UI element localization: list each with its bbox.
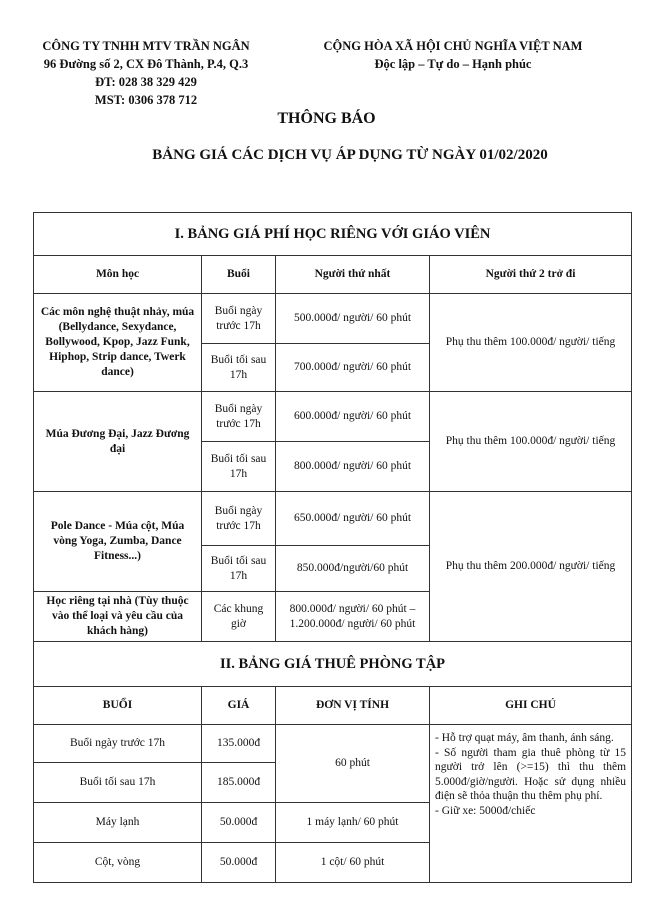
session-cell: Cột, vòng (34, 843, 202, 883)
note-cell (430, 725, 632, 883)
notice-subtitle: BẢNG GIÁ CÁC DỊCH VỤ ÁP DỤNG TỪ NGÀY 01/02/2020 (152, 147, 548, 163)
section-2-title: II. BẢNG GIÁ THUÊ PHÒNG TẬP (34, 642, 632, 687)
header-session: Buổi (202, 256, 276, 294)
nation-block (298, 37, 608, 73)
extra-fee-cell: Phụ thu thêm 100.000đ/ người/ tiếng (430, 294, 632, 392)
nation-motto: Độc lập – Tự do – Hạnh phúc (374, 57, 532, 71)
header-subject: Môn học (34, 256, 202, 294)
table-row (34, 392, 632, 442)
company-block (28, 37, 264, 109)
session-cell: Các khung giờ (202, 592, 276, 642)
session-cell: Máy lạnh (34, 803, 202, 843)
price-cell: 50.000đ (202, 843, 276, 883)
session-cell: Buổi ngày trước 17h (202, 492, 276, 546)
price-cell: 800.000đ/ người/ 60 phút – 1.200.000đ/ người/ 60 phút (276, 592, 430, 642)
company-address: 96 Đường số 2, CX Đô Thành, P.4, Q.3 (43, 57, 249, 71)
unit-cell: 1 cột/ 60 phút (276, 843, 430, 883)
company-name: CÔNG TY TNHH MTV TRẦN NGÂN (42, 39, 250, 53)
nation-name: CỘNG HÒA XÃ HỘI CHỦ NGHĨA VIỆT NAM (323, 39, 583, 53)
header-first-person: Người thứ nhất (276, 256, 430, 294)
price-cell: 850.000đ/người/60 phút (276, 546, 430, 592)
subject-cell: Múa Đương Đại, Jazz Đương đại (34, 392, 202, 492)
extra-fee-cell: Phụ thu thêm 200.000đ/ người/ tiếng (430, 492, 632, 642)
note-line: - Hỗ trợ quạt máy, âm thanh, ánh sáng. (435, 732, 614, 744)
subject-cell: Học riêng tại nhà (Tùy thuộc vào thể loại và yêu cầu của khách hàng) (34, 592, 202, 642)
notice-title: THÔNG BÁO (277, 110, 376, 127)
table-row (34, 492, 632, 546)
note-line: - Số người tham gia thuê phòng từ 15 người trở lên (>=15) thì thu thêm 5.000đ/giờ/người. Hoặc sử dụng nhiều điện sẽ thỏa thuận thu thêm phụ phí. (435, 746, 627, 802)
session-cell: Buổi ngày trước 17h (202, 392, 276, 442)
table-row (34, 725, 632, 763)
subject-cell: Pole Dance - Múa cột, Múa vòng Yoga, Zumba, Dance Fitness...) (34, 492, 202, 592)
price-cell: 135.000đ (202, 725, 276, 763)
header-note: GHI CHÚ (430, 687, 632, 725)
price-cell: 600.000đ/ người/ 60 phút (276, 392, 430, 442)
price-cell: 700.000đ/ người/ 60 phút (276, 344, 430, 392)
unit-cell: 60 phút (276, 725, 430, 803)
extra-fee-cell: Phụ thu thêm 100.000đ/ người/ tiếng (430, 392, 632, 492)
company-tax-code: MST: 0306 378 712 (94, 93, 198, 107)
company-phone: ĐT: 028 38 329 429 (95, 75, 197, 89)
price-cell: 50.000đ (202, 803, 276, 843)
section-1-title: I. BẢNG GIÁ PHÍ HỌC RIÊNG VỚI GIÁO VIÊN (34, 213, 632, 256)
header-second-person: Người thứ 2 trở đi (430, 256, 632, 294)
session-cell: Buổi ngày trước 17h (202, 294, 276, 344)
session-cell: Buổi tối sau 17h (202, 442, 276, 492)
price-table (33, 212, 632, 883)
session-cell: Buổi tối sau 17h (202, 546, 276, 592)
table-row (34, 294, 632, 344)
header-unit: ĐƠN VỊ TÍNH (276, 687, 430, 725)
header-session: BUỔI (34, 687, 202, 725)
price-cell: 800.000đ/ người/ 60 phút (276, 442, 430, 492)
header-price: GIÁ (202, 687, 276, 725)
price-cell: 650.000đ/ người/ 60 phút (276, 492, 430, 546)
unit-cell: 1 máy lạnh/ 60 phút (276, 803, 430, 843)
price-cell: 185.000đ (202, 763, 276, 803)
price-cell: 500.000đ/ người/ 60 phút (276, 294, 430, 344)
session-cell: Buổi ngày trước 17h (34, 725, 202, 763)
note-line: - Giữ xe: 5000đ/chiếc (435, 804, 536, 817)
session-cell: Buổi tối sau 17h (202, 344, 276, 392)
session-cell: Buổi tối sau 17h (34, 763, 202, 803)
subject-cell: Các môn nghệ thuật nhảy, múa (Bellydance, Sexydance, Bollywood, Kpop, Jazz Funk, Hiphop, Strip dance, Twerk dance) (34, 294, 202, 392)
